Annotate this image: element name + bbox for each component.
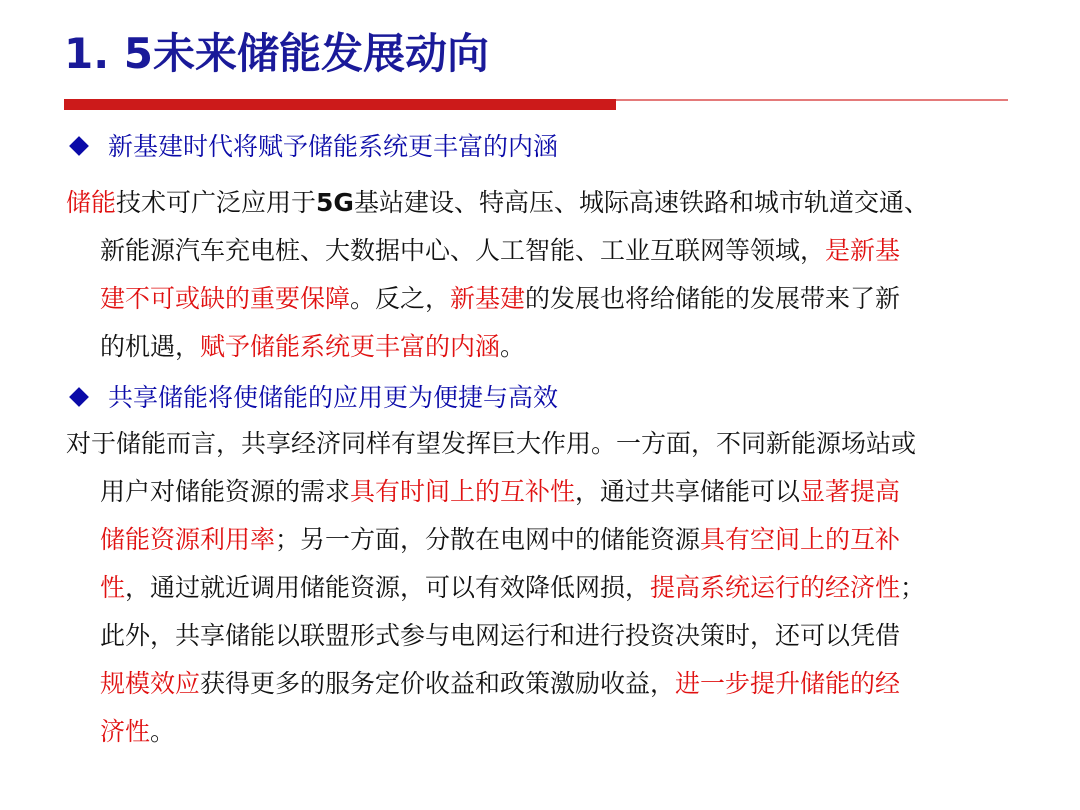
paragraph-line (66, 227, 1006, 275)
highlighted-text: 具有时间上的互补性 (350, 477, 576, 506)
paragraph-line (66, 708, 1006, 756)
highlighted-text: 储能 (66, 188, 117, 217)
body-text: 用户对储能资源的需求 (100, 477, 351, 506)
body-text: 获得更多的服务定价收益和政策激励收益， (200, 669, 676, 698)
paragraph-line (66, 612, 1006, 660)
diamond-bullet-icon (69, 387, 89, 407)
body-text: 5G (316, 188, 354, 217)
body-text: 的机遇， (100, 332, 201, 361)
body-text: 。反之， (350, 284, 451, 313)
body-text: 此外，共享储能以联盟形式参与电网运行和进行投资决策时，还可以凭借 (100, 621, 901, 650)
highlighted-text: 显著提高 (800, 477, 901, 506)
section2-heading (66, 382, 558, 414)
paragraph-line (66, 564, 1006, 612)
highlighted-text: 规模效应 (100, 669, 201, 698)
highlighted-text: 进一步提升储能的经 (675, 669, 901, 698)
diamond-bullet-icon (69, 136, 89, 156)
paragraph-line (66, 275, 1006, 323)
highlighted-text: 具有空间上的互补 (700, 525, 901, 554)
paragraph-line (66, 468, 1006, 516)
paragraph-line (66, 420, 1006, 468)
paragraph-line (66, 323, 1006, 371)
section1-paragraph (66, 179, 1006, 371)
section1-heading (66, 131, 558, 163)
body-text: ，通过共享储能可以 (575, 477, 801, 506)
highlighted-text: 储能资源利用率 (100, 525, 276, 554)
body-text: 的发展也将给储能的发展带来了新 (525, 284, 901, 313)
title-underline-thick (64, 99, 616, 110)
body-text: ； (900, 573, 926, 602)
body-text: 。 (500, 332, 526, 361)
highlighted-text: 是新基 (825, 236, 901, 265)
body-text: ，通过就近调用储能资源，可以有效降低网损， (125, 573, 651, 602)
body-text: 。 (150, 717, 176, 746)
paragraph-line (66, 179, 1006, 227)
highlighted-text: 建不可或缺的重要保障 (100, 284, 351, 313)
body-text: ；另一方面，分散在电网中的储能资源 (275, 525, 701, 554)
body-text: 基站建设、特高压、城际高速铁路和城市轨道交通、 (353, 188, 929, 217)
page-title: 1. 5未来储能发展动向 (64, 29, 490, 78)
paragraph-line (66, 516, 1006, 564)
section1-heading-text: 新基建时代将赋予储能系统更丰富的内涵 (108, 132, 559, 161)
section2-paragraph (66, 420, 1006, 756)
highlighted-text: 新基建 (450, 284, 526, 313)
title-underline-thin (616, 99, 1008, 101)
highlighted-text: 提高系统运行的经济性 (650, 573, 901, 602)
highlighted-text: 赋予储能系统更丰富的内涵 (200, 332, 501, 361)
body-text: 对于储能而言，共享经济同样有望发挥巨大作用。一方面，不同新能源场站或 (66, 429, 917, 458)
section2-heading-text: 共享储能将使储能的应用更为便捷与高效 (108, 383, 559, 412)
body-text: 新能源汽车充电桩、大数据中心、人工智能、工业互联网等领域， (100, 236, 826, 265)
paragraph-line (66, 660, 1006, 708)
body-text: 技术可广泛应用于 (116, 188, 317, 217)
highlighted-text: 济性 (100, 717, 151, 746)
highlighted-text: 性 (100, 573, 126, 602)
